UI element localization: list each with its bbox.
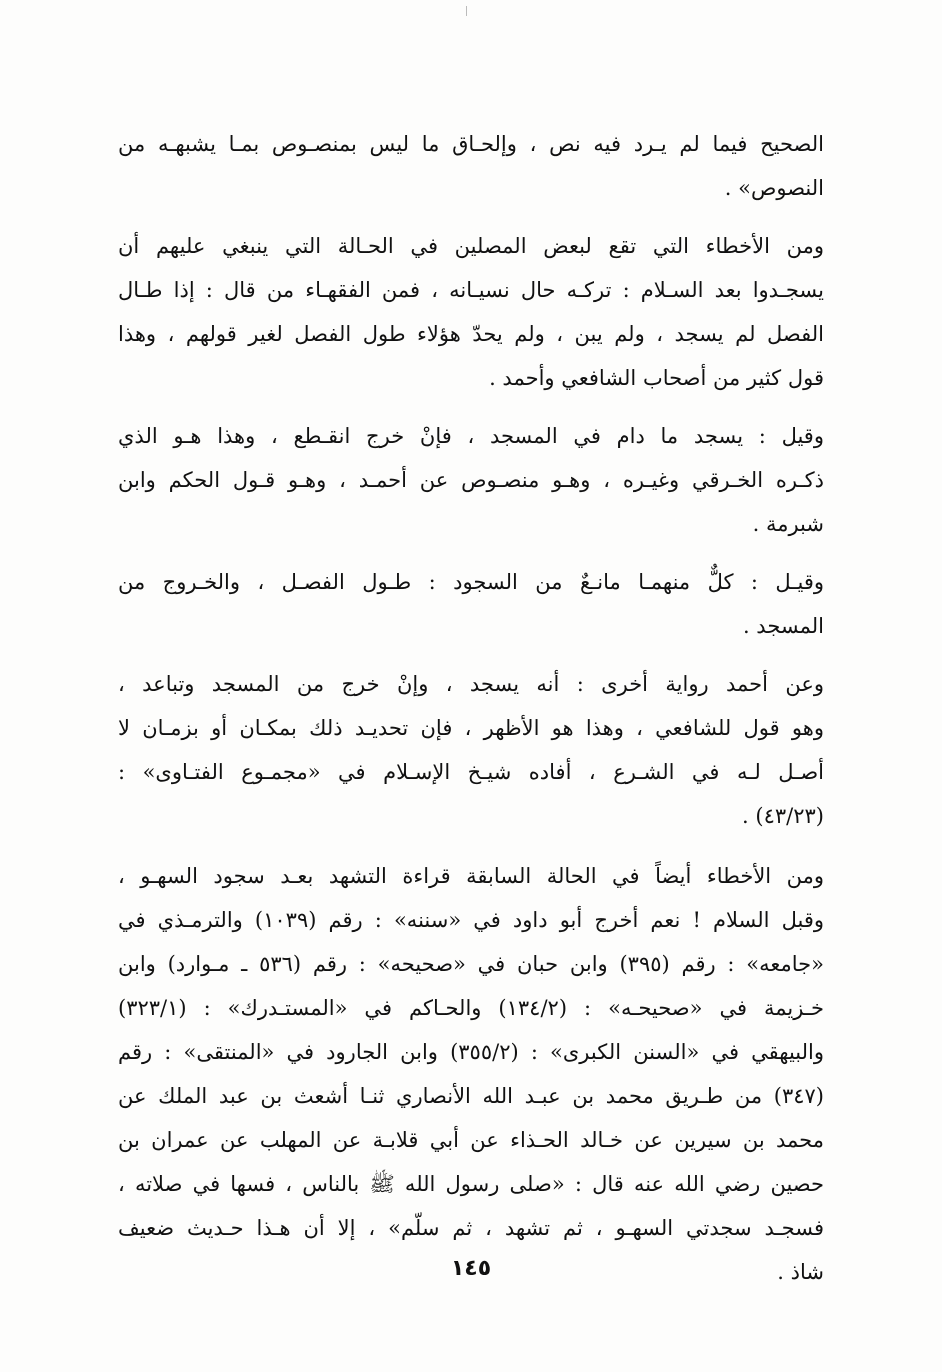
text-line: الصحيح فيما لم يـرد فيه نص ، وإلحـاق ما ليس بمنصـوص بمـا يشبهـه من bbox=[118, 132, 824, 156]
text-line: شاذ . bbox=[777, 1260, 824, 1284]
text-line: شبرمة . bbox=[752, 512, 824, 536]
paragraph-4 bbox=[118, 560, 824, 648]
text-line: والبيهقي في «السنن الكبرى» : (٣٥٥/٢) وابن الجارود في «المنتقى» : رقم bbox=[118, 1040, 825, 1064]
text-line: ومن الأخطاء التي تقع لبعض المصلين في الحـالة التي ينبغي عليهم أن bbox=[118, 234, 824, 258]
page-crease-mark bbox=[466, 6, 467, 16]
text-line: وعن أحمد رواية أخرى : أنه يسجد ، وإنْ خرج من المسجد وتباعد ، bbox=[118, 672, 824, 696]
page-number: ١٤٥ bbox=[450, 1256, 492, 1281]
page-body bbox=[118, 122, 824, 1308]
text-line: وقيـل : كلٌّ منهمـا مانـعٌ من السجود : طـول الفصـل ، والخـروج من bbox=[118, 570, 824, 594]
text-line: وقبل السلام ! نعم أخرج أبو داود في «سننه» : رقم (١٠٣٩) والترمـذي في bbox=[118, 908, 825, 932]
text-line: محمد بن سيرين عن خـالد الحـذاء عن أبي قلابـة عن المهلب عن عمران بن bbox=[118, 1128, 824, 1152]
text-line: وقيل : يسجد ما دام في المسجد ، فإنْ خرج انقـطع ، وهذا هـو الذي bbox=[118, 424, 824, 448]
text-line: الفصل لم يسجد ، ولم يبن ، ولم يحدّ هؤلاء طول الفصل لغير قولهم ، وهذا bbox=[118, 322, 824, 346]
text-line: حصين رضي الله عنه قال : «صلى رسول الله ﷺ بالناس ، فسها في صلاته ، bbox=[118, 1172, 824, 1196]
text-line: خـزيمة في «صحيحـه» : (١٣٤/٢) والحـاكم في «المستـدرك» : (٣٢٣/١) bbox=[118, 996, 824, 1020]
text-line: (٣٤٧) من طـريق محمد بن عبـد الله الأنصاري ثنـا أشعث بن عبد الملك عن bbox=[118, 1084, 824, 1108]
text-line: المسجد . bbox=[742, 614, 824, 638]
text-line: (٤٣/٢٣) . bbox=[742, 804, 824, 828]
paragraph-2 bbox=[118, 224, 824, 400]
text-line: قول كثير من أصحاب الشافعي وأحمد . bbox=[489, 366, 824, 390]
text-line: ذكـره الخـرقي وغيـره ، وهـو منصـوص عن أحمـد ، وهـو قـول الحكم وابن bbox=[118, 468, 824, 492]
paragraph-5 bbox=[118, 662, 824, 838]
text-line: وهو قول للشافعي ، وهذا هو الأظهر ، فإن تحديـد ذلك بمكـان أو بزمـان لا bbox=[118, 716, 824, 740]
paragraph-6 bbox=[118, 854, 824, 1294]
text-line: أصـل لـه في الشـرع ، أفاده شيـخ الإسـلام في «مجمـوع الفتـاوى» : bbox=[118, 760, 824, 784]
text-line: «جامعه» : رقم (٣٩٥) وابن حبان في «صحيحه» : رقم (٥٣٦ ـ مـوارد) وابن bbox=[118, 952, 824, 976]
paragraph-1 bbox=[118, 122, 824, 210]
text-line: فسجـد سجدتي السهـو ، ثم تشهد ، ثم سلّم» ، إلا أن هـذا حـديث ضعيف bbox=[118, 1216, 824, 1240]
text-line: النصوص» . bbox=[724, 176, 824, 200]
paragraph-3 bbox=[118, 414, 824, 546]
text-line: يسجـدوا بعد السـلام : تركـه حال نسيـانه ، فمن الفقهـاء من قال : إذا طـال bbox=[118, 278, 824, 302]
text-line: ومن الأخطاء أيضاً في الحالة السابقة قراءة التشهد بعـد سجود السهـو ، bbox=[118, 864, 824, 888]
